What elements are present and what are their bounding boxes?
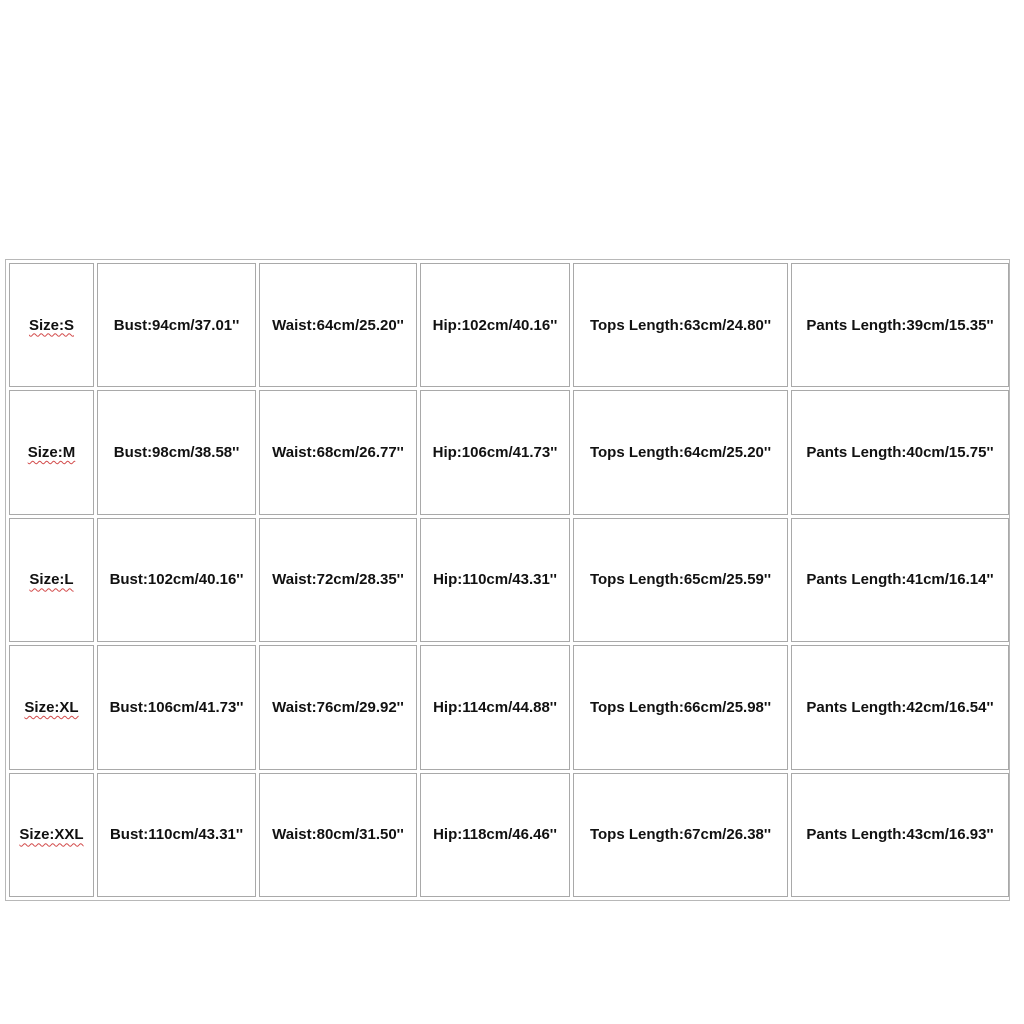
size-chart-grid [6, 260, 1012, 900]
pants-length-cell: Pants Length:43cm/16.93'' [791, 773, 1009, 897]
bust-cell: Bust:94cm/37.01'' [97, 263, 256, 387]
bust-cell: Bust:110cm/43.31'' [97, 773, 256, 897]
pants-length-cell: Pants Length:42cm/16.54'' [791, 645, 1009, 769]
waist-cell: Waist:68cm/26.77'' [259, 390, 417, 514]
table-row-size-s [9, 263, 1009, 387]
table-row-size-m [9, 390, 1009, 514]
size-label: Size:L [29, 571, 74, 589]
hip-cell: Hip:102cm/40.16'' [420, 263, 570, 387]
hip-cell: Hip:106cm/41.73'' [420, 390, 570, 514]
pants-length-cell: Pants Length:40cm/15.75'' [791, 390, 1009, 514]
bust-cell: Bust:98cm/38.58'' [97, 390, 256, 514]
size-chart-table [5, 259, 1010, 901]
hip-cell: Hip:114cm/44.88'' [420, 645, 570, 769]
waist-cell: Waist:80cm/31.50'' [259, 773, 417, 897]
size-cell [9, 263, 94, 387]
bust-cell: Bust:106cm/41.73'' [97, 645, 256, 769]
tops-length-cell: Tops Length:67cm/26.38'' [573, 773, 788, 897]
size-cell [9, 518, 94, 642]
size-label: Size:S [28, 316, 74, 334]
tops-length-cell: Tops Length:64cm/25.20'' [573, 390, 788, 514]
size-cell [9, 645, 94, 769]
waist-cell: Waist:76cm/29.92'' [259, 645, 417, 769]
tops-length-cell: Tops Length:63cm/24.80'' [573, 263, 788, 387]
table-row-size-xxl [9, 773, 1009, 897]
pants-length-cell: Pants Length:41cm/16.14'' [791, 518, 1009, 642]
table-row-size-l [9, 518, 1009, 642]
size-cell [9, 390, 94, 514]
hip-cell: Hip:118cm/46.46'' [420, 773, 570, 897]
size-label: Size:XXL [19, 826, 84, 844]
bust-cell: Bust:102cm/40.16'' [97, 518, 256, 642]
table-row-size-xl [9, 645, 1009, 769]
tops-length-cell: Tops Length:65cm/25.59'' [573, 518, 788, 642]
size-label: Size:XL [24, 698, 79, 716]
size-cell [9, 773, 94, 897]
size-label: Size:M [27, 444, 76, 462]
waist-cell: Waist:72cm/28.35'' [259, 518, 417, 642]
hip-cell: Hip:110cm/43.31'' [420, 518, 570, 642]
pants-length-cell: Pants Length:39cm/15.35'' [791, 263, 1009, 387]
waist-cell: Waist:64cm/25.20'' [259, 263, 417, 387]
tops-length-cell: Tops Length:66cm/25.98'' [573, 645, 788, 769]
